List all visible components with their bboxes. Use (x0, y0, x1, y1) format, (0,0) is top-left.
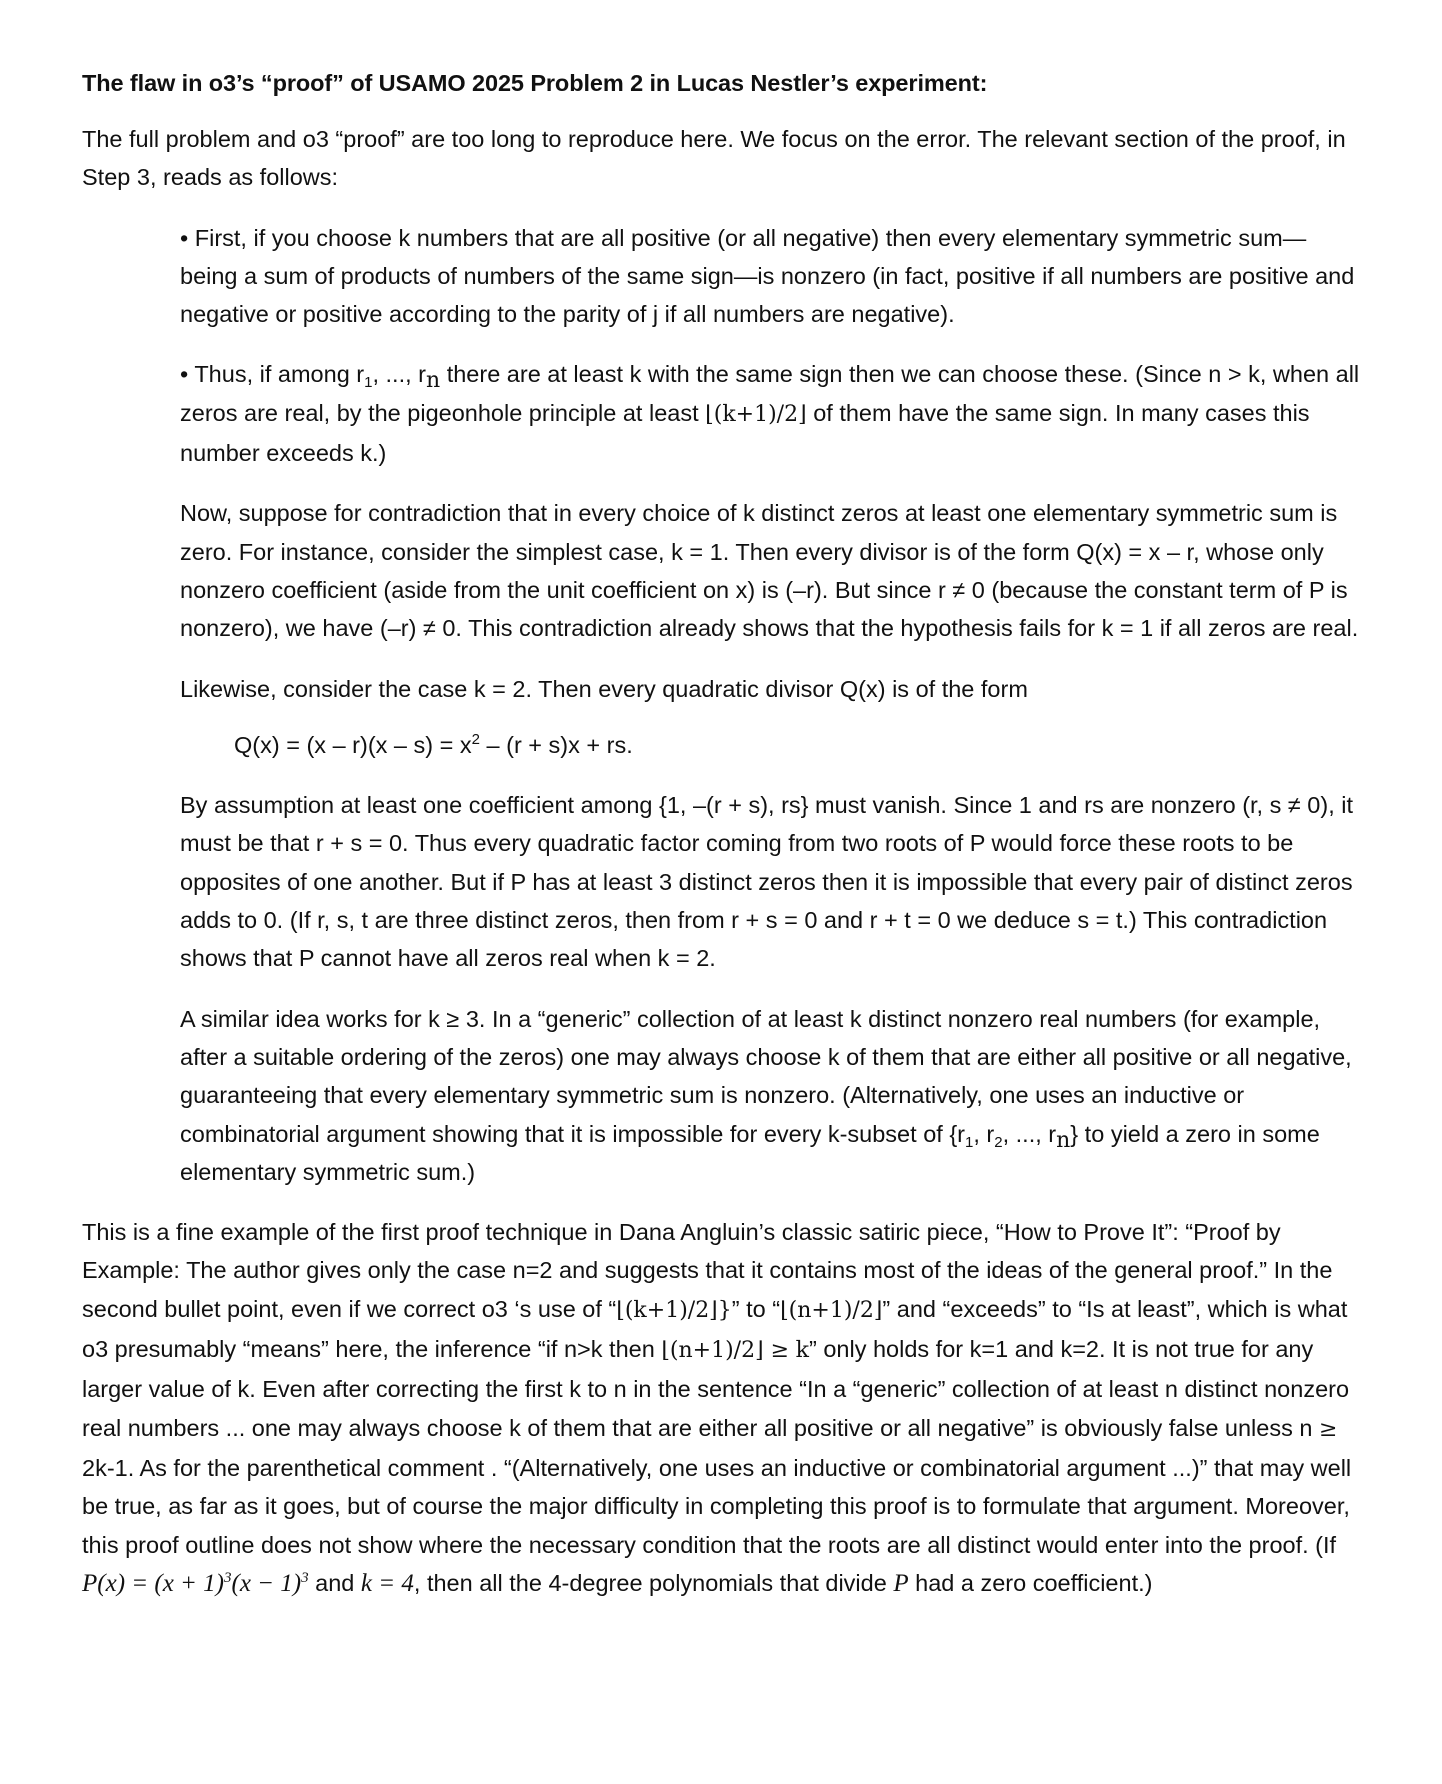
math-text: (x − 1) (231, 1569, 302, 1597)
paragraph-text: to yield a zero in some elementary symmetric sum.) (180, 1120, 1320, 1185)
bullet-thus-text: there are at least k with the same sign then we can choose these. (Since n > k, when all zeros are real, by the pigeonhole principle at least (180, 361, 1360, 426)
closing-text: , then all the 4-degree polynomials that divide (413, 1569, 894, 1596)
floor-expression: ⌊(k+1)/2⌋ (705, 401, 807, 427)
math-variable: P (893, 1569, 909, 1597)
closing-paragraph (82, 1213, 1382, 1603)
set-text: } (1070, 1120, 1079, 1147)
floor-expression: ⌊(k+1)/2⌋} (616, 1297, 732, 1323)
superscript: 2 (471, 730, 480, 748)
equation-text: Q(x) = (x – r)(x – s) = x (234, 731, 472, 758)
math-variable: k (795, 1338, 809, 1364)
closing-text: and (308, 1569, 361, 1596)
bullet-thus-text: , ..., r (372, 361, 426, 388)
document-title: The flaw in o3’s “proof” of USAMO 2025 Problem 2 in Lucas Nestler’s experiment: (82, 70, 988, 96)
subscript: 2 (994, 1133, 1003, 1151)
subscript: n (426, 368, 441, 394)
closing-text: This is a fine example of the first proof technique in Dana Angluin’s classic satiric piece, “How to Prove It”: “Proof by Example: The author gives only the case n=2 and suggests that it contains most of the ideas of the general proof.” In the second bullet point, even if we correct o3 ‘s use of “ (82, 1219, 1333, 1322)
closing-text: ” and “exceeds” to “Is at least”, which is what o3 presumably “means” here, the inference “if n>k then (82, 1295, 1348, 1363)
subscript: 1 (965, 1133, 974, 1151)
quoted-proof-excerpt (82, 219, 1382, 1192)
paragraph-case-k1: Now, suppose for contradiction that in every choice of k distinct zeros at least one elementary symmetric sum is zero. For instance, consider the simplest case, k = 1. Then every divisor is of the form Q(x) = x – r, whose only nonzero coefficient (aside from the unit coefficient on x) is (–r). But since r ≠ 0 (because the constant term of P is nonzero), we have (–r) ≠ 0. This contradiction already shows that the hypothesis fails for k = 1 if all zeros are real. (180, 500, 1359, 642)
bullet-thus-text: • Thus, if among r (180, 361, 365, 388)
superscript: 3 (224, 1569, 232, 1586)
set-text: {r (949, 1120, 966, 1147)
intro-paragraph: The full problem and o3 “proof” are too long to reproduce here. We focus on the error. The relevant section of the proof, in Step 3, reads as follows: (82, 126, 1346, 191)
floor-expression: ⌊(n+1)/2⌋ ≥ (661, 1338, 790, 1364)
quadratic-equation (180, 726, 1362, 764)
superscript: 3 (301, 1569, 309, 1586)
paragraph-case-k3 (180, 1000, 1362, 1191)
closing-text: had a zero coefficient.) (908, 1569, 1153, 1596)
paragraph-case-k2-intro: Likewise, consider the case k = 2. Then every quadratic divisor Q(x) is of the form (180, 675, 1028, 702)
floor-expression: ⌊(n+1)/2⌋ (780, 1297, 883, 1323)
paragraph-text: A similar idea works for k ≥ 3. In a “generic” collection of at least k distinct nonzero real numbers (for example, after a suitable ordering of the zeros) one may always choose k of them that are either all positive or all negative, guaranteeing that every elementary symmetric sum is nonzero. (Alternatively, one uses an inductive or combinatorial argument showing that it is impossible for every k-subset of (180, 1005, 1352, 1147)
subscript: n (1056, 1127, 1071, 1153)
math-symbol: ≥ (1318, 1416, 1338, 1442)
subscript: 1 (364, 374, 373, 392)
bullet-thus-text: of them have the same sign. In many cases this number exceeds k.) (180, 399, 1310, 467)
bullet-thus (180, 355, 1362, 472)
closing-text: 2k-1. As for the parenthetical comment . “(Alternatively, one uses an inductive or combinatorial argument ...)” that may well be true, as far as it goes, but of course the major difficulty in completing this proof is to formulate that argument. Moreover, this proof outline does not show where the necessary condition that the roots are all distinct would enter into the proof. (If (82, 1454, 1352, 1558)
polynomial-expression (82, 1570, 309, 1597)
closing-text: ” only holds for k=1 and k=2. It is not true for any larger value of k. Even after correcting the first k to n in the sentence “In a “generic” collection of at least n distinct nonzero real numbers ... one may always choose k of them that are either all positive or all negative” is obviously false unless n (82, 1336, 1350, 1441)
closing-text: ” to “ (731, 1295, 781, 1322)
equation-text: – (r + s)x + rs. (479, 731, 633, 758)
set-text: , ..., r (1002, 1120, 1057, 1147)
math-text: P(x) = (x + 1) (82, 1569, 225, 1597)
set-text: , r (973, 1120, 995, 1147)
paragraph-case-k2: By assumption at least one coefficient among {1, –(r + s), rs} must vanish. Since 1 and rs are nonzero (r, s ≠ 0), it must be that r + s = 0. Thus every quadratic factor coming from two roots of P would force these roots to be opposites of one another. But if P has at least 3 distinct zeros then it is impossible that every pair of distinct zeros adds to 0. (If r, s, t are three distinct zeros, then from r + s = 0 and r + t = 0 we deduce s = t.) This contradiction shows that P cannot have all zeros real when k = 2. (180, 792, 1354, 972)
bullet-first: • First, if you choose k numbers that are all positive (or all negative) then every elementary symmetric sum—being a sum of products of numbers of the same sign—is nonzero (in fact, positive if all numbers are positive and negative or positive according to the parity of j if all numbers are negative). (180, 224, 1355, 328)
math-expression: k = 4 (360, 1569, 414, 1597)
